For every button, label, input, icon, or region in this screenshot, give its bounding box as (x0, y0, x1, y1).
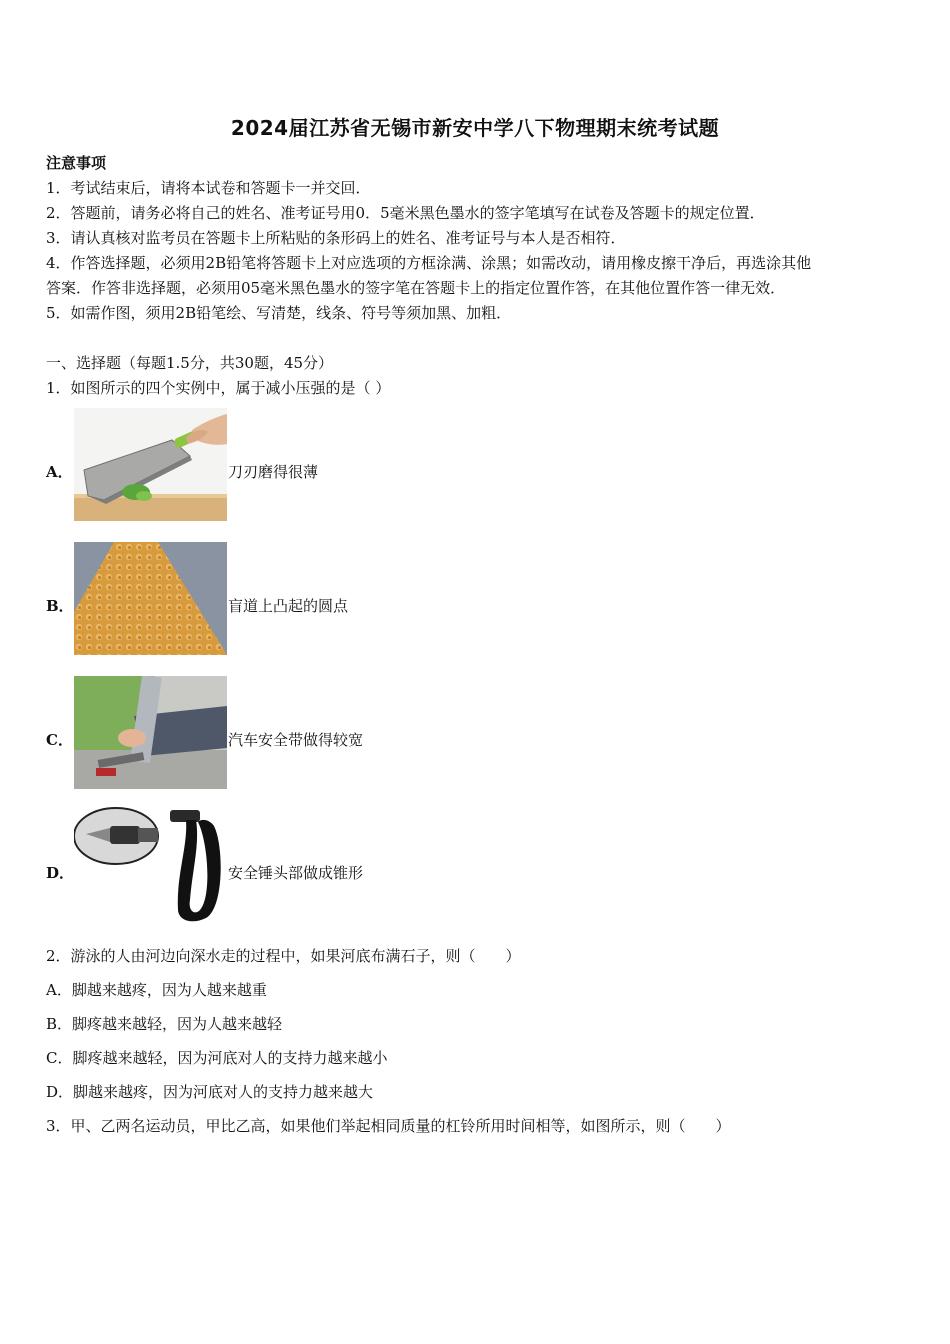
note-item: 2．答题前，请务必将自己的姓名、准考证号用0．5毫米黑色墨水的签字笔填写在试卷及答题卡的规定位置． (46, 204, 765, 222)
tactile-paving-image (74, 542, 227, 655)
note-item: 3．请认真核对监考员在答题卡上所粘贴的条形码上的姓名、准考证号与本人是否相符． (46, 229, 626, 247)
option-c-letter: C． (46, 731, 73, 749)
note-item: 5．如需作图，须用2B铅笔绘、写清楚，线条、符号等须加黑、加粗． (46, 304, 512, 322)
safety-hammer-image (74, 806, 227, 926)
question-2-option: C．脚疼越来越轻，因为河底对人的支持力越来越小 (46, 1049, 388, 1067)
option-a-letter: A． (46, 463, 73, 481)
question-3-stem: 3．甲、乙两名运动员，甲比乙高，如果他们举起相同质量的杠铃所用时间相等，如图所示，则（ ） (46, 1117, 731, 1135)
question-2-stem: 2．游泳的人由河边向深水走的过程中，如果河底布满石子，则（ ） (46, 947, 521, 965)
seat-belt-image (74, 676, 227, 789)
knife-image (74, 408, 227, 521)
option-b-letter: B． (46, 597, 74, 615)
note-item: 答案．作答非选择题，必须用05毫米黑色墨水的签字笔在答题卡上的指定位置作答，在其他位置作答一律无效． (46, 279, 786, 297)
note-item: 1．考试结束后，请将本试卷和答题卡一并交回． (46, 179, 371, 197)
note-item: 4．作答选择题，必须用2B铅笔将答题卡上对应选项的方框涂满、涂黑；如需改动，请用橡皮擦干净后，再选涂其他 (46, 254, 812, 272)
option-d-letter: D． (46, 864, 75, 882)
option-b-text: 盲道上凸起的圆点 (228, 597, 349, 615)
question-2-option: D．脚越来越疼，因为河底对人的支持力越来越大 (46, 1083, 374, 1101)
notes-heading: 注意事项 (46, 154, 107, 172)
option-d-text: 安全锤头部做成锥形 (228, 864, 364, 882)
section-heading: 一、选择题（每题1.5分，共30题，45分） (46, 354, 334, 372)
option-a-text: 刀刃磨得很薄 (228, 463, 319, 481)
question-2-option: B．脚疼越来越轻，因为人越来越轻 (46, 1015, 283, 1033)
page-title: 2024届江苏省无锡市新安中学八下物理期末统考试题 (230, 116, 720, 140)
question-1-stem: 1．如图所示的四个实例中，属于减小压强的是（ ） (46, 379, 391, 397)
option-c-text: 汽车安全带做得较宽 (228, 731, 364, 749)
question-2-option: A．脚越来越疼，因为人越来越重 (46, 981, 267, 999)
